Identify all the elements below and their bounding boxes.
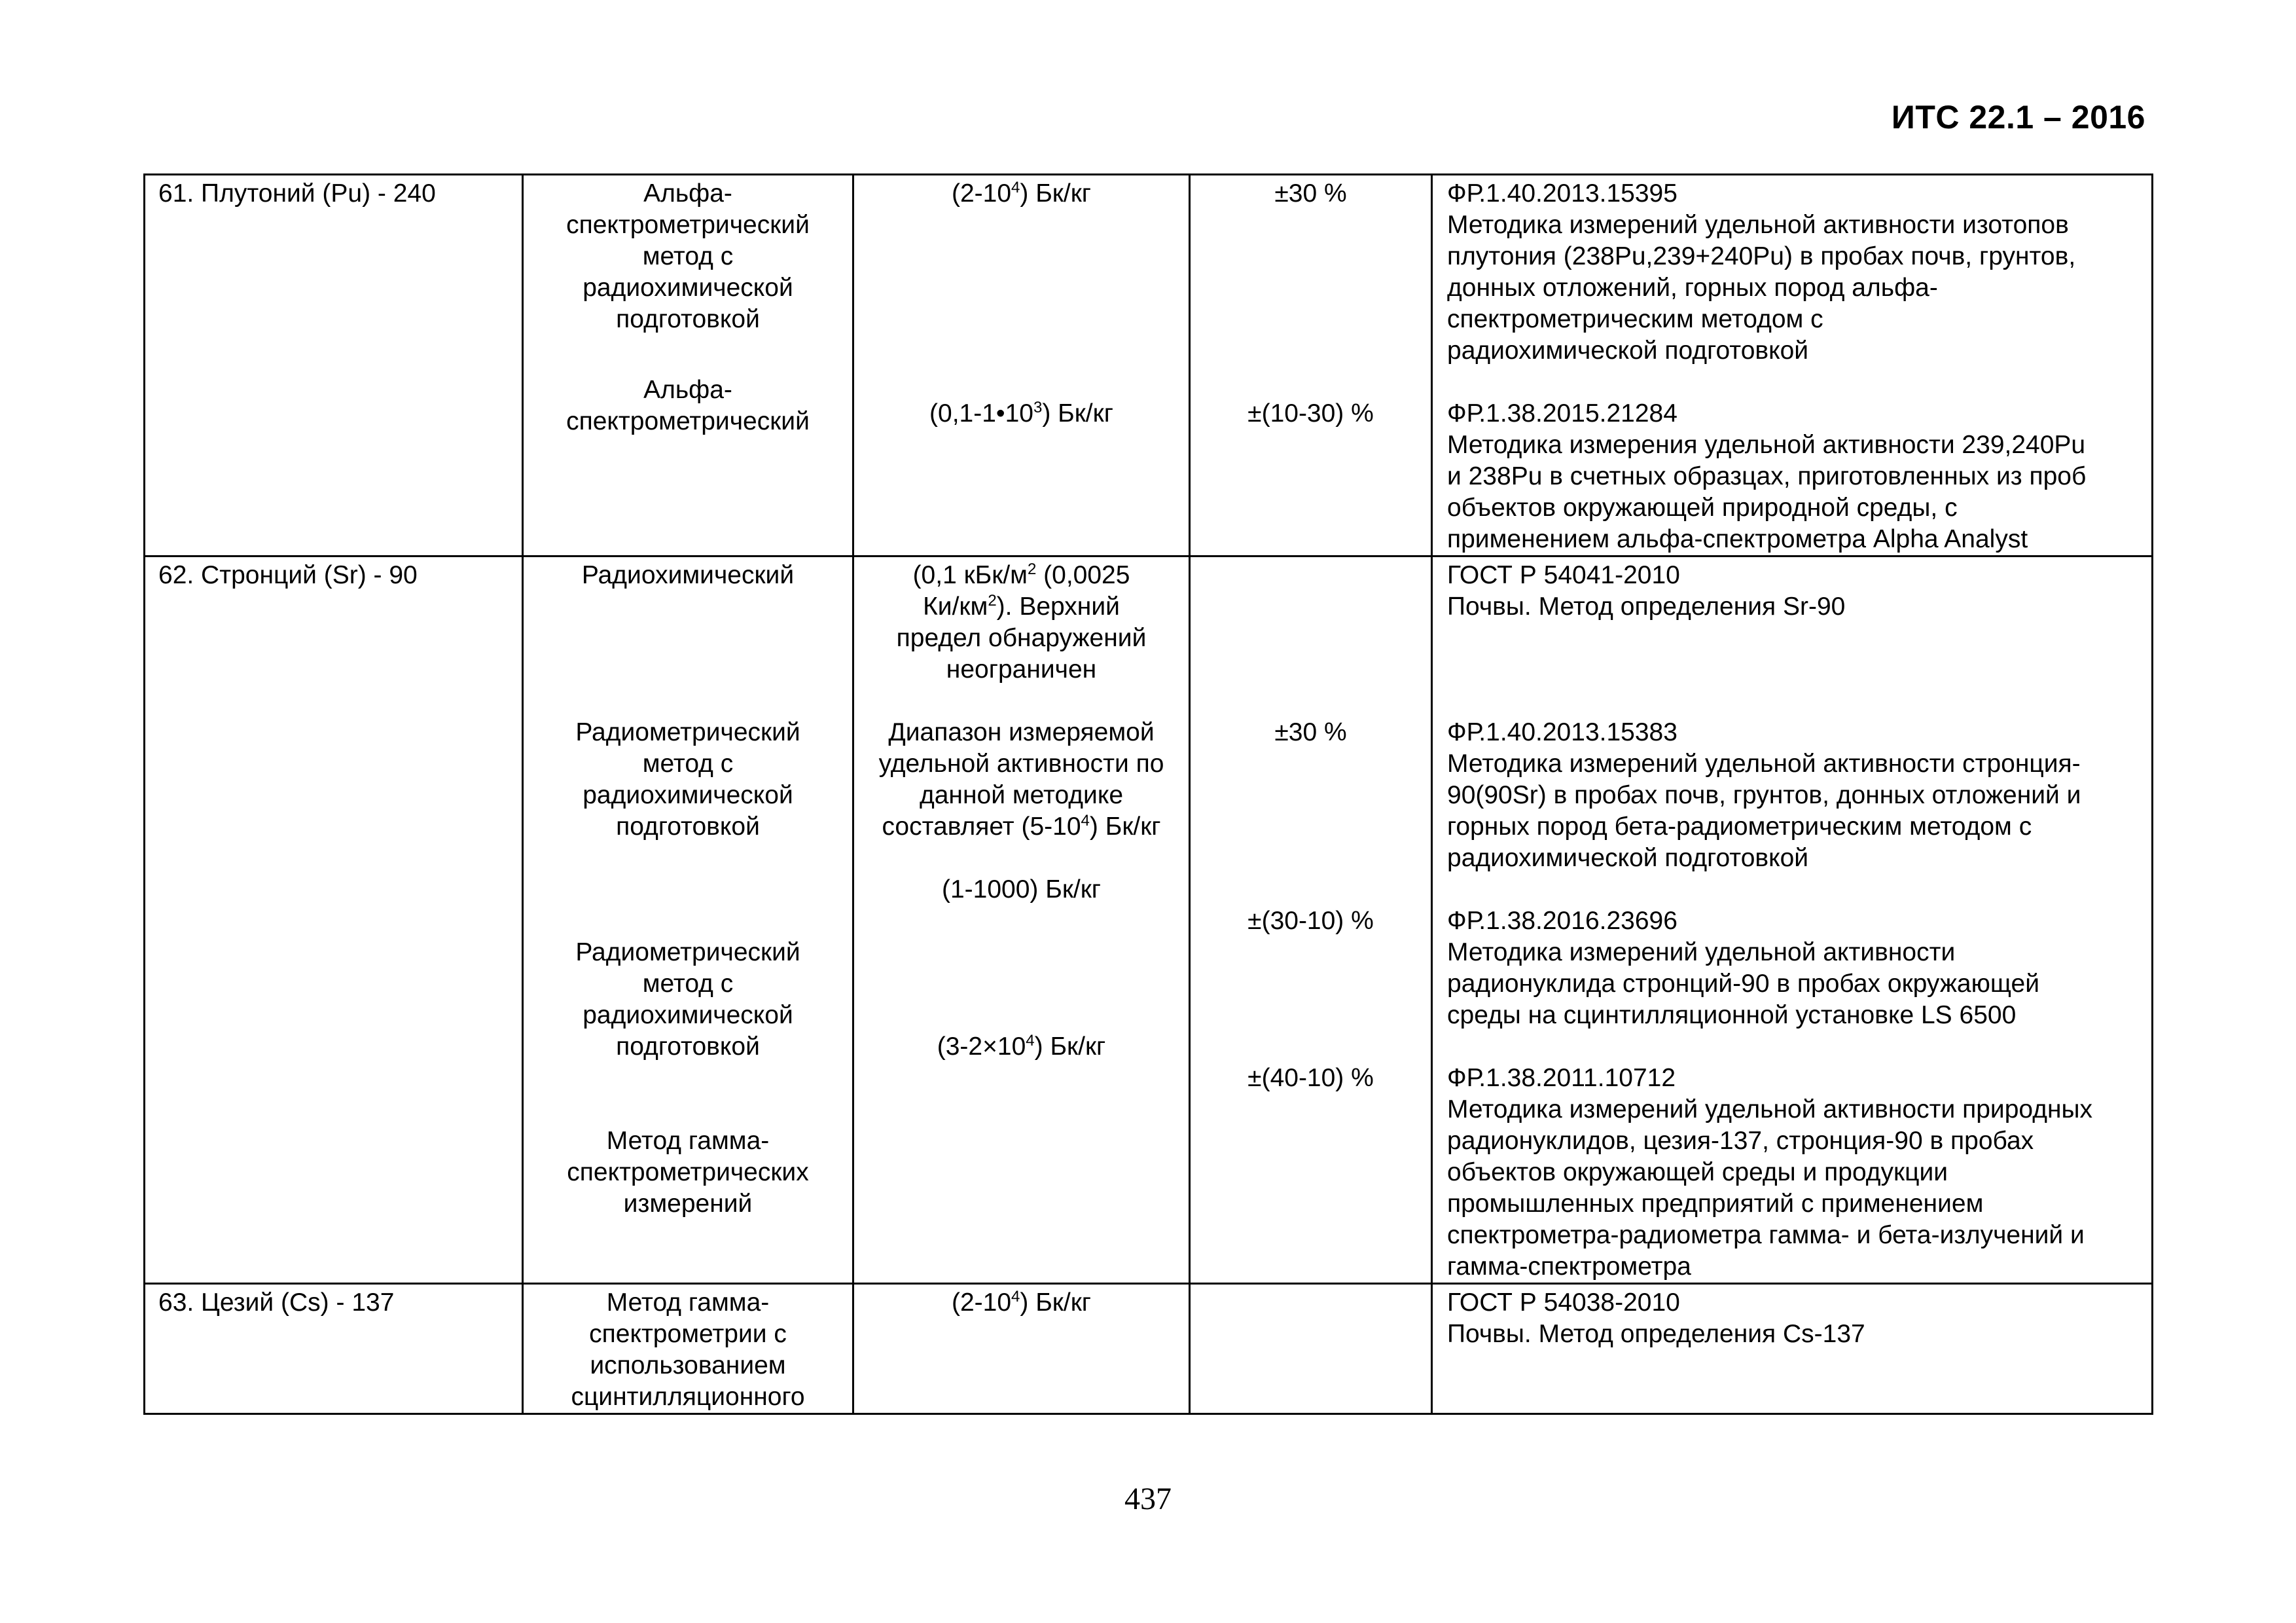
document-title: Методика измерения удельной активности 239,240Pu и 238Pu в счетных образцах, приготовленных из проб объектов окружающей природной среды, с применением альфа-спектрометра Alpha Analyst bbox=[1447, 431, 2087, 553]
error-text: ±(40-10) % bbox=[1247, 1064, 1374, 1092]
method-text: Радиохимический bbox=[581, 561, 795, 589]
document-title: Почвы. Метод определения Cs-137 bbox=[1447, 1320, 1865, 1348]
table-row-plutonium bbox=[145, 175, 2153, 556]
document-cell bbox=[1432, 1284, 2153, 1414]
range-text: (1-1000) Бк/кг bbox=[941, 875, 1102, 903]
element-name: 62. Стронций (Sr) - 90 bbox=[158, 561, 418, 589]
range-text: $(0,1-1•10^3)$ Бк/кг bbox=[929, 399, 1113, 428]
document-code: ГОСТ Р 54038-2010 bbox=[1447, 1288, 1680, 1317]
document-entry bbox=[1447, 178, 2138, 398]
document-entry bbox=[1447, 1287, 2138, 1350]
document-code: ФР.1.38.2016.23696 bbox=[1447, 907, 1677, 935]
element-name: 63. Цезий (Cs) - 137 bbox=[158, 1288, 395, 1317]
method-text: Радиометрический метод с радиохимической подготовкой bbox=[575, 718, 800, 841]
method-cell bbox=[523, 556, 853, 1284]
page-number: 437 bbox=[1124, 1482, 1172, 1516]
table-row-cesium bbox=[145, 1284, 2153, 1414]
range-text: $(2-10^4)$ Бк/кг bbox=[951, 1288, 1091, 1317]
methods-table bbox=[143, 173, 2153, 1411]
method-cell bbox=[523, 1284, 853, 1414]
document-entry bbox=[1447, 560, 2138, 717]
document-cell bbox=[1432, 556, 2153, 1284]
document-code: ФР.1.40.2013.15395 bbox=[1447, 179, 1677, 208]
document-title: Методика измерений удельной активности природных радионуклидов, цезия-137, стронция-90 в пробах объектов окружающей среды и продукции промышленных предприятий с применением спектрометра-радиометра гамма- и бета-излучений и гамма-спектрометра bbox=[1447, 1095, 2093, 1281]
element-name-cell bbox=[145, 1284, 523, 1414]
document-entry bbox=[1447, 1063, 2138, 1283]
method-cell bbox=[523, 175, 853, 556]
document-entry bbox=[1447, 905, 2138, 1063]
element-name: 61. Плутоний (Pu) - 240 bbox=[158, 179, 436, 208]
document-title: Методика измерений удельной активности стронция- 90(90Sr) в пробах почв, грунтов, донных отложений и горных пород бета-радиометрическим методом с радиохимической подготовкой bbox=[1447, 750, 2081, 872]
document-code: ФР.1.38.2015.21284 bbox=[1447, 399, 1677, 428]
document-title: Методика измерений удельной активности изотопов плутония (238Pu,239+240Pu) в пробах почв, грунтов, донных отложений, горных пород альфа- спектрометрическим методом с радиохимической подготовкой bbox=[1447, 211, 2076, 365]
document-code-header: ИТС 22.1 – 2016 bbox=[1891, 99, 2145, 136]
document-code: ФР.1.38.2011.10712 bbox=[1447, 1064, 1676, 1092]
document-entry bbox=[1447, 398, 2138, 555]
range-cell bbox=[853, 1284, 1190, 1414]
error-cell bbox=[1190, 1284, 1432, 1414]
method-text: Метод гамма- спектрометрии с использованием сцинтилляционного bbox=[571, 1288, 805, 1411]
element-name-cell bbox=[145, 556, 523, 1284]
table-row-strontium bbox=[145, 556, 2153, 1284]
error-text: ±(10-30) % bbox=[1247, 399, 1374, 428]
document-title: Методика измерений удельной активности радионуклида стронций-90 в пробах окружающей среды на сцинтилляционной установке LS 6500 bbox=[1447, 938, 2039, 1029]
error-cell bbox=[1190, 175, 1432, 556]
method-text: Альфа- спектрометрический метод с радиохимической подготовкой bbox=[566, 179, 810, 333]
document-title: Почвы. Метод определения Sr-90 bbox=[1447, 593, 1846, 621]
method-text: Радиометрический метод с радиохимической подготовкой bbox=[575, 938, 800, 1061]
method-text: Метод гамма- спектрометрических измерений bbox=[567, 1127, 809, 1218]
document-code: ФР.1.40.2013.15383 bbox=[1447, 718, 1677, 746]
range-cell bbox=[853, 175, 1190, 556]
document-entry bbox=[1447, 717, 2138, 905]
method-text: Альфа- спектрометрический bbox=[566, 376, 810, 435]
error-text: ±30 % bbox=[1274, 179, 1347, 208]
document-code: ГОСТ Р 54041-2010 bbox=[1447, 561, 1680, 589]
error-text: ±30 % bbox=[1274, 718, 1347, 746]
range-text: (0,1 кБк/$м^2$ (0,0025 $Ки/км^2$). Верхний предел обнаружений неограничен bbox=[896, 560, 1147, 684]
range-text: $(3-2\times 10^4)$ Бк/кг bbox=[937, 1032, 1106, 1061]
error-text: ±(30-10) % bbox=[1247, 907, 1374, 935]
range-cell bbox=[853, 556, 1190, 1284]
error-cell bbox=[1190, 556, 1432, 1284]
document-cell bbox=[1432, 175, 2153, 556]
range-text: Диапазон измеряемой удельной активности по данной методике составляет $(5-10^4)$ Бк/кг bbox=[878, 718, 1164, 841]
range-text: $(2-10^4)$ Бк/кг bbox=[951, 179, 1091, 208]
element-name-cell bbox=[145, 175, 523, 556]
